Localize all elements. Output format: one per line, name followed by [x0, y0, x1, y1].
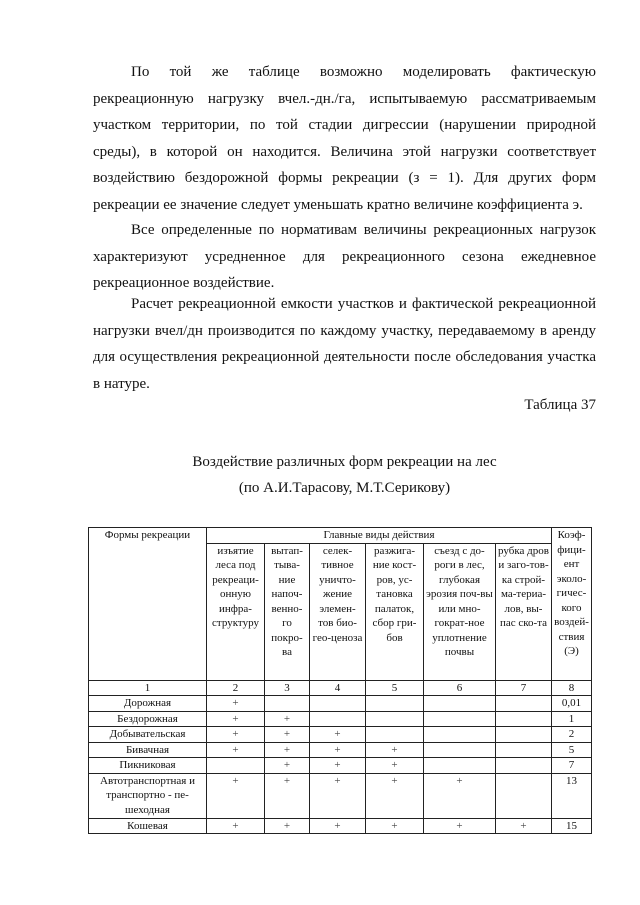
action-mark: + — [310, 818, 366, 834]
table-caption-source: (по А.И.Тарасову, М.Т.Серикову) — [238, 480, 451, 496]
column-number: 7 — [496, 680, 552, 696]
action-mark: + — [207, 742, 265, 758]
action-mark — [310, 711, 366, 727]
action-mark — [310, 696, 366, 712]
column-number: 2 — [207, 680, 265, 696]
column-number: 4 — [310, 680, 366, 696]
action-mark: + — [207, 711, 265, 727]
form-name: Пикниковая — [89, 758, 207, 774]
action-mark: + — [207, 818, 265, 834]
action-mark — [424, 742, 496, 758]
action-mark: + — [366, 742, 424, 758]
form-name: Добывательская — [89, 727, 207, 743]
action-mark: + — [265, 711, 310, 727]
action-mark — [496, 711, 552, 727]
action-mark — [366, 727, 424, 743]
form-name: Бездорожная — [89, 711, 207, 727]
action-mark: + — [310, 727, 366, 743]
coefficient-value: 13 — [552, 773, 592, 818]
action-mark — [424, 758, 496, 774]
coefficient-value: 2 — [552, 727, 592, 743]
header-main-actions: Главные виды действия — [207, 528, 552, 544]
action-mark — [424, 727, 496, 743]
coefficient-value: 7 — [552, 758, 592, 774]
action-mark — [424, 711, 496, 727]
action-mark: + — [265, 758, 310, 774]
action-mark — [496, 727, 552, 743]
action-mark — [496, 696, 552, 712]
action-mark: + — [265, 818, 310, 834]
action-mark: + — [265, 727, 310, 743]
action-mark: + — [366, 818, 424, 834]
table-row — [89, 742, 592, 758]
action-mark — [366, 696, 424, 712]
action-mark: + — [310, 773, 366, 818]
column-number: 6 — [424, 680, 496, 696]
action-mark — [265, 696, 310, 712]
action-mark — [496, 773, 552, 818]
action-mark — [207, 758, 265, 774]
action-mark: + — [496, 818, 552, 834]
form-name: Кошевая — [89, 818, 207, 834]
coefficient-value: 15 — [552, 818, 592, 834]
table-row — [89, 818, 592, 834]
form-name: Дорожная — [89, 696, 207, 712]
action-mark — [496, 742, 552, 758]
column-number-row — [89, 680, 592, 696]
header-action-2: вытап-тыва-ние напоч-венно-го покро-ва — [265, 543, 310, 680]
column-number: 8 — [552, 680, 592, 696]
table-number-label: Таблица 37 — [524, 397, 596, 413]
action-mark: + — [265, 773, 310, 818]
coefficient-value: 0,01 — [552, 696, 592, 712]
recreation-impact-table — [88, 527, 592, 834]
paragraph-norms: Все определенные по нормативам величины рекреационных нагрузок характеризуют усредненное для рекреационного сезона ежедневное рекреационное воздействие. — [93, 222, 596, 291]
action-mark: + — [265, 742, 310, 758]
header-action-3: селек-тивное уничто-жение элемен-тов био-гео-ценоза — [310, 543, 366, 680]
column-number: 1 — [89, 680, 207, 696]
action-mark: + — [366, 773, 424, 818]
table-caption-title: Воздействие различных форм рекреации на лес — [192, 454, 497, 470]
header-action-1: изъятие леса под рекреаци-онную инфра-структуру — [207, 543, 265, 680]
action-mark: + — [207, 727, 265, 743]
header-action-5: съезд с до-роги в лес, глубокая эрозия поч-вы или мно-гократ-ное уплотнение почвы — [424, 543, 496, 680]
action-mark: + — [310, 742, 366, 758]
header-action-6: рубка дров и заго-тов-ка строй-ма-териа-лов, вы-пас ско-та — [496, 543, 552, 680]
table-row — [89, 727, 592, 743]
action-mark — [424, 696, 496, 712]
paragraph-modeling: По той же таблице возможно моделировать фактическую рекреационную нагрузку вчел.-дн./га, испытываемую рассматриваемым участком территории, по той стадии дигрессии (нарушении природной среды), в которой он находится. Величина этой нагрузки соответствует воздействию бездорожной формы рекреации (з = 1). Для других форм рекреации ее значение следует уменьшать кратно величине коэффициента э. — [93, 64, 596, 213]
coefficient-value: 1 — [552, 711, 592, 727]
table-row — [89, 696, 592, 712]
table-row — [89, 773, 592, 818]
form-name: Автотранспортная и транспортно - пе-шеходная — [89, 773, 207, 818]
action-mark: + — [207, 773, 265, 818]
action-mark — [366, 711, 424, 727]
action-mark: + — [207, 696, 265, 712]
action-mark: + — [424, 773, 496, 818]
paragraph-calculation: Расчет рекреационной емкости участков и фактической рекреационной нагрузки вчел/дн производится по каждому участку, передаваемому в аренду для осуществления рекреационной деятельности после обследования участка в натуре. — [93, 296, 596, 392]
form-name: Бивачная — [89, 742, 207, 758]
table-row — [89, 711, 592, 727]
coefficient-value: 5 — [552, 742, 592, 758]
action-mark: + — [424, 818, 496, 834]
header-coefficient: Коэф-фици-ент эколо-гичес-кого воздей-ствия (Э) — [552, 528, 592, 681]
action-mark — [496, 758, 552, 774]
table-row — [89, 758, 592, 774]
action-mark: + — [366, 758, 424, 774]
header-forms: Формы рекреации — [89, 528, 207, 681]
column-number: 5 — [366, 680, 424, 696]
header-action-4: разжига-ние кост-ров, ус-тановка палаток, сбор гри-бов — [366, 543, 424, 680]
column-number: 3 — [265, 680, 310, 696]
action-mark: + — [310, 758, 366, 774]
